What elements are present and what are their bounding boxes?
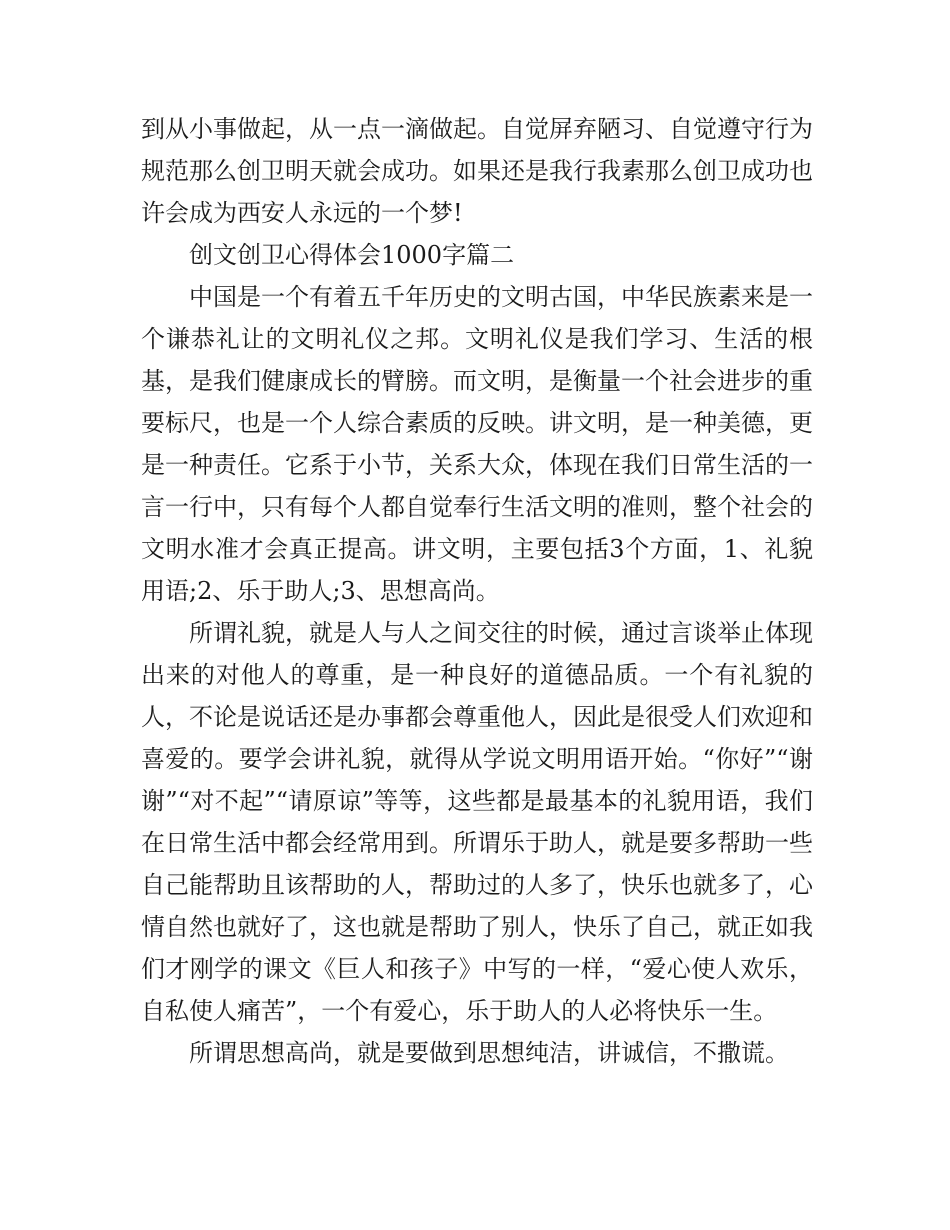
document-body: [141, 108, 813, 1074]
paragraph-noble-thought: 所谓思想高尚，就是要做到思想纯洁，讲诚信，不撒谎。: [189, 1039, 789, 1067]
paragraph-civilization-intro: 中国是一个有着五千年历史的文明古国，中华民族素来是一个谦恭礼让的文明礼仪之邦。文明礼仪是我们学习、生活的根基，是我们健康成长的臂膀。而文明，是衡量一个社会进步的重要标尺，也是一个人综合素质的反映。讲文明，是一种美德，更是一种责任。它系于小节，关系大众，体现在我们日常生活的一言一行中，只有每个人都自觉奉行生活文明的准则，整个社会的文明水准才会真正提高。讲文明，主要包括3个方面，1、礼貌用语;2、乐于助人;3、思想高尚。: [141, 283, 813, 605]
paragraph-continuation: 到从小事做起，从一点一滴做起。自觉屏弃陋习、自觉遵守行为规范那么创卫明天就会成功。如果还是我行我素那么创卫成功也许会成为西安人永远的一个梦!: [141, 115, 813, 227]
paragraph-politeness: 所谓礼貌，就是人与人之间交往的时候，通过言谈举止体现出来的对他人的尊重，是一种良好的道德品质。一个有礼貌的人，不论是说话还是办事都会尊重他人，因此是很受人们欢迎和喜爱的。要学会讲礼貌，就得从学说文明用语开始。“你好”“谢谢”“对不起”“请原谅”等等，这些都是最基本的礼貌用语，我们在日常生活中都会经常用到。所谓乐于助人，就是要多帮助一些自己能帮助且该帮助的人，帮助过的人多了，快乐也就多了，心情自然也就好了，这也就是帮助了别人，快乐了自己，就正如我们才刚学的课文《巨人和孩子》中写的一样，“爱心使人欢乐，自私使人痛苦”，一个有爱心，乐于助人的人必将快乐一生。: [141, 619, 813, 1025]
section-heading: 创文创卫心得体会1000字篇二: [189, 241, 515, 269]
